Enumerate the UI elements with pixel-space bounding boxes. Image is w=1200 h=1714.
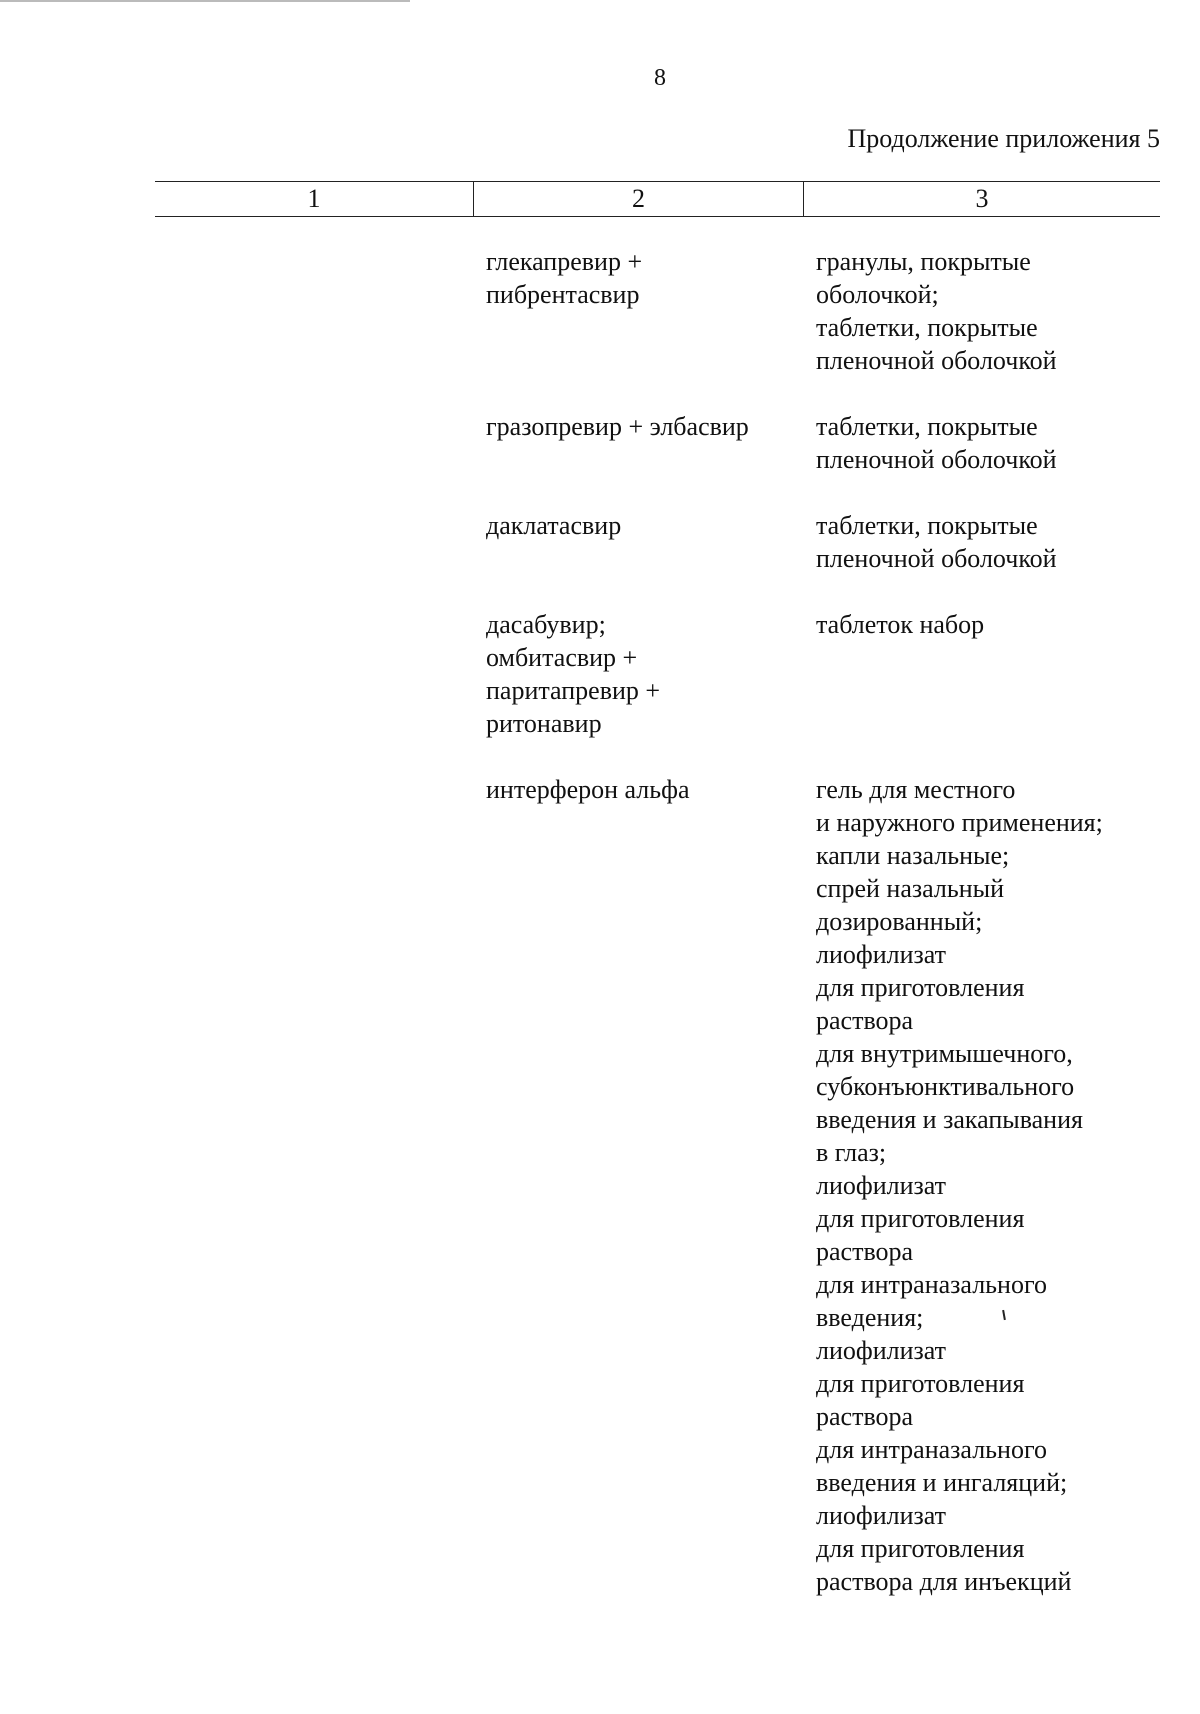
dosage-form: таблеток набор (816, 610, 985, 639)
header-col-2: 2 (474, 182, 804, 216)
header-col-1: 1 (155, 182, 474, 216)
scan-edge-rule (0, 0, 410, 2)
page-number: 8 (654, 65, 666, 91)
drug-name: гразопревир + элбасвир (486, 412, 749, 441)
drug-name: глекапревир + пибрентасвир (486, 247, 643, 309)
table-header (155, 181, 1160, 217)
dosage-form: таблетки, покрытые пленочной оболочкой (816, 412, 1057, 474)
dosage-form: таблетки, покрытые пленочной оболочкой (816, 511, 1057, 573)
header-col-3: 3 (975, 184, 989, 213)
continuation-caption: Продолжение приложения 5 (847, 124, 1160, 153)
dosage-form: гель для местного и наружного применения; капли назальные; спрей назальный дозированный; лиофилизат для приготовления раствора для внутримышечного, субконъюнктивального введения и закапывания в глаз; лиофилизат для приготовления раствора для интраназального введения; лиофилизат для приготовления раствора для интраназального введения и ингаляций; лиофилизат для приготовления раствора для инъекций (816, 775, 1103, 1596)
table-row (0, 410, 1200, 476)
table-row (0, 608, 1200, 740)
table-row (0, 773, 1200, 1598)
dosage-form: гранулы, покрытые оболочкой; таблетки, покрытые пленочной оболочкой (816, 247, 1057, 375)
drug-name: даклатасвир (486, 511, 622, 540)
drug-name: дасабувир; омбитасвир + паритапревир + ритонавир (486, 610, 661, 738)
table-body (0, 245, 1200, 1598)
table-row (0, 509, 1200, 575)
table-row (0, 245, 1200, 377)
drug-name: интерферон альфа (486, 775, 690, 804)
